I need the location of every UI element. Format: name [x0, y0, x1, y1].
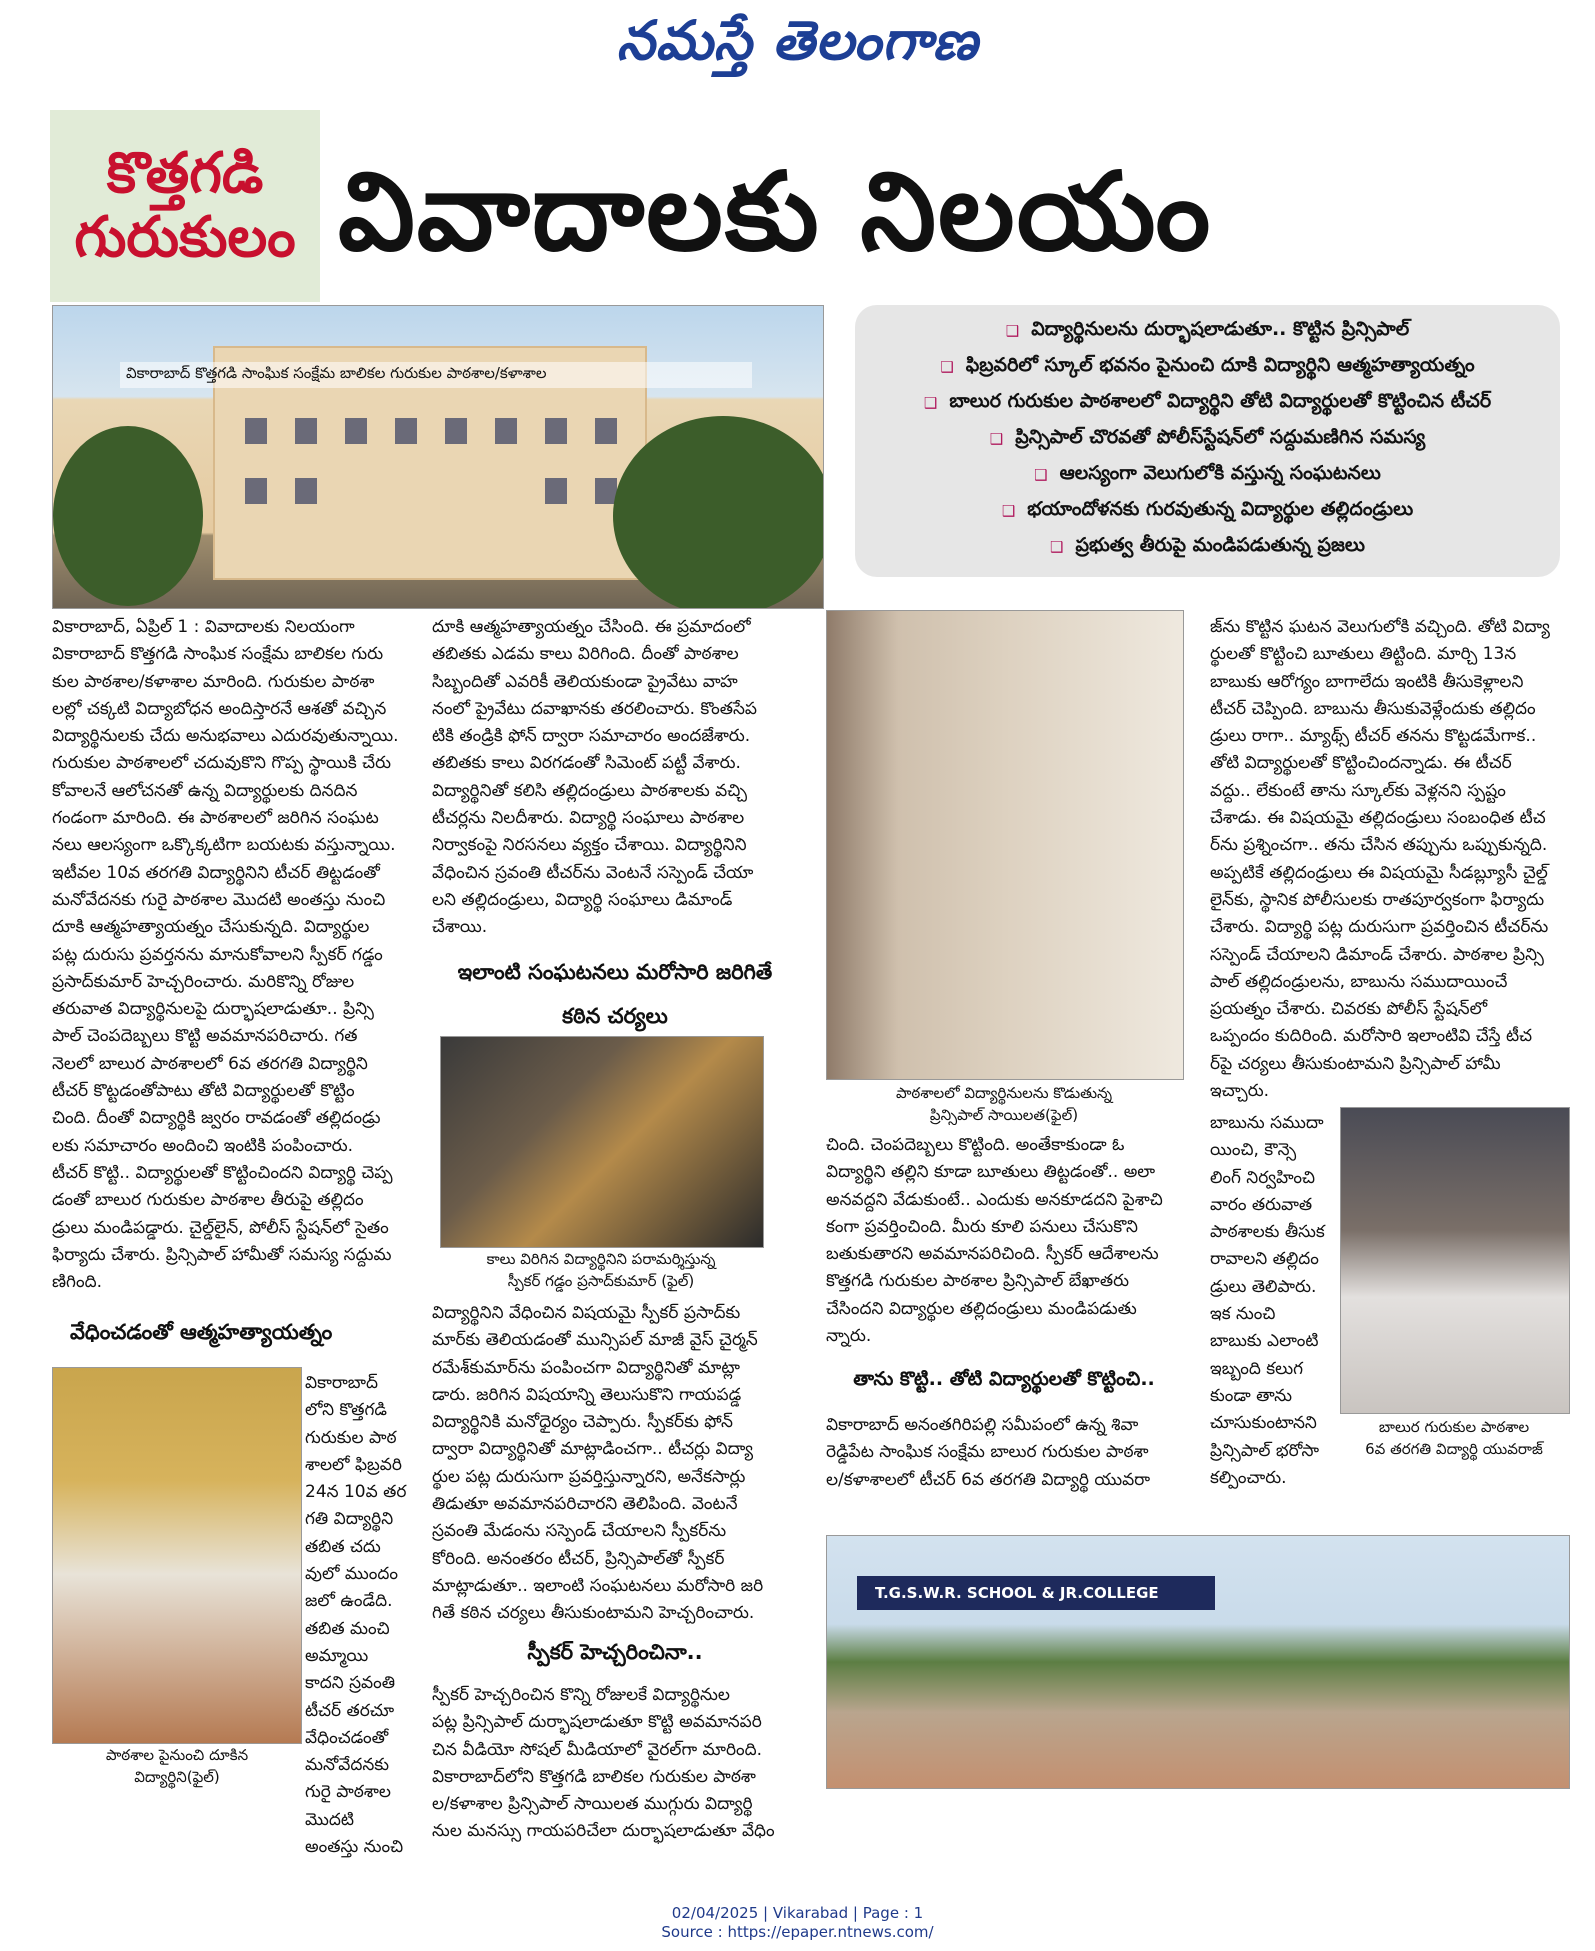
text-line: చేశాయి. — [432, 917, 488, 938]
text-line: డ్రులు తెలిపారు. — [1210, 1276, 1317, 1297]
text-line: స్రవంతి మేడంను సస్పెండ్ చేయాలని స్పీకర్‌ను — [432, 1521, 727, 1542]
text-line: గండంగా మారింది. ఈ పాఠశాలలో జరిగిన సంఘట — [52, 808, 379, 829]
text-line: బతుకుతారని అవమానపరిచింది. స్పీకర్ ఆదేశాలను — [826, 1244, 1159, 1265]
text-line: విద్యార్థిని తల్లిని కూడా బూతులు తిట్టడంతో.. అలా — [826, 1162, 1156, 1183]
text-line: టీచర్లను నిలదీశారు. విద్యార్థి సంఘాలు పాఠశాల — [432, 808, 745, 829]
text-line: విద్యార్థినితో కలిసి తల్లిదండ్రులు పాఠశాలకు వచ్చి — [432, 780, 748, 801]
column-3-text-continued — [826, 1412, 1182, 1494]
text-line: కంగా ప్రవర్తించింది. మీరు కూలి పనులు చేసుకొని — [826, 1216, 1138, 1237]
text-line: అమ్మాయి — [305, 1645, 369, 1666]
text-line: వులో ముందం — [305, 1564, 398, 1585]
text-line: నిర్వాకంపై నిరసనలు వ్యక్తం చేశాయి. విద్యార్థినిని — [432, 835, 747, 856]
footer-date-line: 02/04/2025 | Vikarabad | Page : 1 — [671, 1904, 924, 1922]
text-line: ర్‌ను ప్రశ్నించగా.. తను చేసిన తప్పును ఒప్పుకున్నది. — [1210, 835, 1548, 856]
text-line: స్పీకర్ హెచ్చరించిన కొన్ని రోజులకే విద్యార్థినుల — [432, 1685, 730, 1705]
text-line: టికి తండ్రికి ఫోన్ ద్వారా సమాచారం అందజేశారు. — [432, 726, 751, 747]
girl-photo-caption: పాఠశాల పైనుంచి దూకిన విద్యార్థిని(ఫైల్) — [105, 1746, 249, 1786]
text-line: ఇచ్చారు. — [1210, 1081, 1270, 1102]
highlight-item: ❑ భయాందోళనకు గురవుతున్న విద్యార్థుల తల్లిదండ్రులు — [1001, 497, 1414, 520]
text-line: ద్వారా విద్యార్థినితో మాట్లాడించగా.. టీచర్లు విద్యా — [432, 1439, 754, 1460]
text-line: తబితకు ఎడమ కాలు విరిగింది. దీంతో పాఠశాల — [432, 644, 739, 665]
text-line: లోని కొత్తగడి — [305, 1400, 387, 1421]
text-line: రెడ్డిపేట సాంఘిక సంక్షేమ బాలుర గురుకుల పాఠశా — [826, 1442, 1149, 1463]
checkbox-bullet-icon: ❑ — [1050, 538, 1064, 556]
text-line: తబిత మంచి — [305, 1618, 390, 1639]
text-line: డ్రులు రాగా.. మ్యాథ్స్ టీచర్ తనను కొట్టడమేగాక.. — [1210, 726, 1537, 747]
text-line: ణిగింది. — [52, 1272, 102, 1293]
highlight-item: ❑ ఫిబ్రవరిలో స్కూల్ భవనం పైనుంచి దూకి విద్యార్థిని ఆత్మహత్యాయత్నం — [940, 353, 1475, 376]
text-line: తోటి విద్యార్థులతో కొట్టించిందన్నాడు. ఈ టీచర్ — [1210, 753, 1512, 774]
text-line: ఒప్పందం కుదిరింది. మరోసారి ఇలాంటివి చేస్తే టీచ — [1210, 1026, 1533, 1047]
checkbox-bullet-icon: ❑ — [1001, 502, 1016, 520]
text-line: అప్పటికే తల్లిదండ్రులు ఈ విషయమై సీడబ్ల్యూసీ చైల్డ్ — [1210, 862, 1548, 883]
text-line: తబితకు కాలు విరగడంతో సిమెంట్ పట్టీ వేశారు. — [432, 753, 741, 774]
column-3-text — [826, 1132, 1182, 1350]
highlight-item: ❑ విద్యార్థినులను దుర్భాషలాడుతూ.. కొట్టిన ప్రిన్సిపాల్ — [1005, 317, 1410, 340]
text-line: బాబును సముదా — [1210, 1113, 1324, 1133]
text-line: ప్రయత్నం చేశారు. చివరకు పోలీస్ స్టేషన్‌లో — [1210, 999, 1488, 1020]
text-line: వికారాబాద్ కొత్తగడి సాంఘిక సంక్షేమ బాలికల గురు — [52, 644, 384, 665]
text-line: తిడుతూ అవమానపరిచారని తెలిపింది. వెంటనే — [432, 1494, 738, 1515]
text-line: లని తల్లిదండ్రులు, విద్యార్థి సంఘాలు డిమాండ్ — [432, 889, 733, 910]
text-line: చిన వీడియో సోషల్ మీడియాలో వైరల్‌గా మారింది. — [432, 1739, 763, 1760]
headline: వివాదాలకు నిలయం — [338, 150, 1213, 275]
text-line: మొదటి — [305, 1809, 354, 1830]
school-name-board: T.G.S.W.R. SCHOOL & JR.COLLEGE — [857, 1576, 1215, 1610]
text-line: వికారాబాద్ — [305, 1373, 378, 1393]
school-gate-photo — [826, 1535, 1570, 1789]
text-line: పాల్ చెంపదెబ్బలు కొట్టి అవమానపరిచారు. గత — [52, 1026, 358, 1047]
text-line: కొత్తగడి గురుకుల పాఠశాల ప్రిన్సిపాల్ బేఖాతరు — [826, 1271, 1130, 1292]
text-line: పట్ల దురుసు ప్రవర్తనను మానుకోవాలని స్పీకర్ గడ్డం — [52, 944, 383, 965]
text-line: ప్రిన్సిపాల్ భరోసా — [1210, 1440, 1320, 1461]
text-line: లింగ్ నిర్వహించి — [1210, 1167, 1316, 1188]
text-line: డారు. జరిగిన విషయాన్ని తెలుసుకొని గాయపడ్డ — [432, 1384, 742, 1405]
masthead: నమస్తే తెలంగాణ — [616, 8, 979, 72]
kicker-line-1: కొత్తగడి — [106, 140, 264, 206]
text-line: ర్థుల పట్ల దురుసుగా ప్రవర్తిస్తున్నారని, అనేకసార్లు — [432, 1466, 746, 1487]
text-line: దూకి ఆత్మహత్యాయత్నం చేసింది. ఈ ప్రమాదంలో — [432, 617, 751, 637]
text-line: మనోవేదనకు గురై పాఠశాల మొదటి అంతస్తు నుంచి — [52, 889, 386, 910]
text-line: నంలో ప్రైవేటు దవాఖానకు తరలించారు. కొంతసేప — [432, 698, 757, 719]
principal-incident-photo — [826, 610, 1184, 1080]
text-line: ఇక నుంచి — [1210, 1304, 1276, 1325]
text-line: చింది. దీంతో విద్యార్థికి జ్వరం రావడంతో తల్లిదండ్రు — [52, 1108, 381, 1129]
text-line: పాల్ తల్లిదండ్రులను, బాబును సముదాయించే — [1210, 971, 1508, 992]
column-2-text-continued — [432, 1300, 798, 1628]
text-line: ల/కళాశాల ప్రిన్సిపాల్ సాయిలత ముగ్గురు విద్యార్థి — [432, 1794, 753, 1815]
text-line: డంతో బాలుర గురుకుల పాఠశాల తీరుపై తల్లిదం — [52, 1190, 364, 1211]
text-line: అనవద్దని వేడుకుంటే.. ఎందుకు అనకూడదని పైశాచి — [826, 1189, 1163, 1210]
kicker-line-2: గురుకులం — [74, 205, 296, 270]
text-line: న్నారు. — [826, 1326, 872, 1347]
text-line: విద్యార్థినిని వేధించిన విషయమై స్పీకర్ ప్రసాద్‌కు — [432, 1303, 741, 1323]
text-line: చేశాడు. ఈ విషయమై తల్లిదండ్రులు సంబంధిత టీచ — [1210, 808, 1546, 829]
text-line: మనోవేదనకు — [305, 1755, 390, 1776]
text-line: గురుకుల పాఠ — [305, 1427, 397, 1448]
text-line: చూసుకుంటానని — [1210, 1413, 1317, 1434]
text-line: వేధించడంతో — [305, 1727, 389, 1748]
text-line: లకు సమాచారం అందించి ఇంటికి పంపించారు. — [52, 1135, 353, 1156]
checkbox-bullet-icon: ❑ — [940, 358, 954, 376]
text-line: వారం తరువాత — [1210, 1194, 1313, 1215]
highlight-item: ❑ బాలుర గురుకుల పాఠశాలలో విద్యార్థిని తోటి విద్యార్థులతో కొట్టించిన టీచర్ — [923, 389, 1492, 412]
subhead-strict-action: ఇలాంటి సంఘటనలు మరోసారి జరిగితే కఠిన చర్యలు — [457, 960, 773, 1028]
text-line: బాబుకు ఎలాంటి — [1210, 1331, 1319, 1352]
text-line: అంతస్తు నుంచి — [305, 1837, 404, 1858]
speaker-photo-caption: కాలు విరిగిన విద్యార్థినిని పరామర్శిస్తున్న స్పీకర్ గడ్డం ప్రసాద్‌కుమార్ (ఫైల్) — [486, 1250, 716, 1290]
text-line: మార్‌కు తెలియడంతో మున్సిపల్ మాజీ వైస్ చైర్మన్ — [432, 1330, 758, 1351]
footer-source-line: Source : https://epaper.ntnews.com/ — [661, 1923, 934, 1941]
text-line: బాబుకు ఆరోగ్యం బాగాలేదు ఇంటికి తీసుకెళ్లాలని — [1210, 671, 1524, 692]
column-1-text — [52, 614, 412, 1296]
text-line: టీచర్ కొట్టడంతోపాటు తోటి విద్యార్థులతో కొట్టిం — [52, 1081, 355, 1102]
highlight-item: ❑ ఆలస్యంగా వెలుగులోకి వస్తున్న సంఘటనలు — [1034, 461, 1381, 484]
kicker-box — [50, 110, 320, 302]
text-line: జలో ఉండేది. — [305, 1591, 393, 1612]
text-line: కోవాలనే ఆలోచనతో ఉన్న విద్యార్థులకు దినదిన — [52, 780, 358, 801]
text-line: ర్థులతో కొట్టించి బూతులు తిట్టింది. మార్చి 13న — [1210, 644, 1517, 665]
highlights-box — [855, 305, 1560, 577]
student-boy-photo — [1340, 1107, 1570, 1414]
checkbox-bullet-icon: ❑ — [1005, 322, 1020, 340]
text-line: విద్యార్థినికి మనోధైర్యం చెప్పారు. స్పీకర్‌కు ఫోన్ — [432, 1412, 733, 1433]
text-line: పట్ల ప్రిన్సిపాల్ దుర్భాషలాడుతూ కొట్టి అవమానపరి — [432, 1712, 762, 1733]
text-line: కుండా తాను — [1210, 1385, 1292, 1406]
text-line: ఫిర్యాదు చేశారు. ప్రిన్సిపాల్ హామీతో సమస్య సద్దుమ — [52, 1244, 392, 1265]
column-1-side-text — [305, 1370, 413, 1861]
highlight-item: ❑ ప్రభుత్వ తీరుపై మండిపడుతున్న ప్రజలు — [1050, 533, 1365, 556]
text-line: వేధించిన స్రవంతి టీచర్‌ను వెంటనే సస్పెండ్ చేయా — [432, 862, 754, 883]
text-line: వద్దు.. లేకుంటే తాను స్కూల్‌కు వెళ్లనని స్పష్టం — [1210, 780, 1506, 801]
column-4-text — [1210, 614, 1568, 1105]
highlight-item: ❑ ప్రిన్సిపాల్ చొరవతో పోలీస్‌స్టేషన్‌లో సద్దుమణిగిన సమస్య — [989, 425, 1426, 448]
checkbox-bullet-icon: ❑ — [1034, 466, 1048, 484]
text-line: తరువాత విద్యార్థినులపై దుర్భాషలాడుతూ.. ప్రిన్సి — [52, 999, 374, 1020]
speaker-visit-photo — [440, 1036, 764, 1248]
text-line: యించి, కౌన్సె — [1210, 1140, 1297, 1161]
text-line: టీచర్ కొట్టి.. విద్యార్థులతో కొట్టించిందని విద్యార్థి చెప్ప — [52, 1162, 393, 1183]
text-line: మాట్లాడుతూ.. ఇలాంటి సంఘటనలు మరోసారి జరి — [432, 1575, 764, 1596]
student-girl-photo — [52, 1367, 302, 1744]
text-line: కల్పించారు. — [1210, 1467, 1287, 1488]
text-line: తబిత చదు — [305, 1536, 381, 1557]
text-line: గురుకుల పాఠశాలలో చదువుకొని గొప్ప స్థాయికి చేరు — [52, 753, 392, 774]
text-line: దూకి ఆత్మహత్యాయత్నం చేసుకున్నది. విద్యార్థుల — [52, 917, 370, 938]
text-line: కుల పాఠశాల/కళాశాల మారింది. గురుకుల పాఠశా — [52, 671, 375, 692]
text-line: కోరింది. అనంతరం టీచర్, ప్రిన్సిపాల్‌తో స్పీకర్ — [432, 1548, 725, 1569]
text-line: నలు ఆలస్యంగా ఒక్కొక్కటిగా బయటకు వస్తున్నాయి. — [52, 835, 396, 856]
school-building-photo — [52, 305, 824, 609]
subhead-teacher-beat: తాను కొట్టి.. తోటి విద్యార్థులతో కొట్టించి.. — [853, 1368, 1155, 1390]
text-line: చేసిందని విద్యార్థుల తల్లిదండ్రులు మండిపడుతు — [826, 1298, 1137, 1319]
text-line: సిబ్బందితో ఎవరికీ తెలియకుండా ప్రైవేటు వాహ — [432, 671, 738, 692]
text-line: నెలలో బాలుర పాఠశాలలో 6వ తరగతి విద్యార్థిని — [52, 1053, 368, 1074]
text-line: గితే కఠిన చర్యలు తీసుకుంటామని హెచ్చరించారు. — [432, 1603, 755, 1624]
text-line: డ్రులు మండిపడ్డారు. చైల్డ్‌లైన్, పోలీస్ స్టేషన్‌లో సైతం — [52, 1217, 389, 1238]
text-line: సస్పెండ్ చేయాలని డిమాండ్ చేశారు. పాఠశాల ప్రిన్సి — [1210, 944, 1544, 965]
text-line: వికారాబాద్ అనంతగిరిపల్లి సమీపంలో ఉన్న శివా — [826, 1415, 1139, 1435]
text-line: చింది. చెంపదెబ్బలు కొట్టింది. అంతేకాకుండా ఓ — [826, 1135, 1125, 1155]
text-line: లల్లో చక్కటి విద్యాబోధన అందిస్తారనే ఆశతో వచ్చిన — [52, 698, 387, 719]
text-line: రమేశ్‌కుమార్‌ను పంపించగా విద్యార్థినితో మాట్లా — [432, 1357, 740, 1378]
text-line: వికారాబాద్‌లోని కొత్తగడి బాలికల గురుకుల పాఠశా — [432, 1766, 756, 1787]
school-building-caption: వికారాబాద్ కొత్తగడి సాంఘిక సంక్షేమ బాలికల గురుకుల పాఠశాల/కళాశాల — [120, 362, 752, 388]
text-line: ఇటీవల 10వ తరగతి విద్యార్థినిని టీచర్ తిట్టడంతో — [52, 862, 380, 883]
subhead-speaker-warning: స్పీకర్ హెచ్చరించినా.. — [527, 1640, 703, 1664]
text-line: నుల మనస్సు గాయపరిచేలా దుర్భాషలాడుతూ వేధిం — [432, 1821, 775, 1842]
text-line: విద్యార్థినులకు చేదు అనుభవాలు ఎదురవుతున్నాయి. — [52, 726, 399, 747]
column-2-text-final — [432, 1682, 798, 1846]
text-line: టీచర్ చెప్పింది. బాబును తీసుకువెళ్లేందుకు తల్లిదం — [1210, 698, 1536, 719]
text-line: రావాలని తల్లిదం — [1210, 1249, 1319, 1270]
text-line: లైన్‌కు, స్థానిక పోలీసులకు రాతపూర్వకంగా ఫిర్యాదు — [1210, 889, 1545, 910]
text-line: పాఠశాలకు తీసుక — [1210, 1222, 1325, 1243]
text-line: గురై పాఠశాల — [305, 1782, 391, 1803]
text-line: ల/కళాశాలలో టీచర్ 6వ తరగతి విద్యార్థి యువరా — [826, 1469, 1151, 1490]
text-line: 24న 10వ తర — [305, 1482, 407, 1503]
text-line: ప్రసాద్‌కుమార్ హెచ్చరించారు. మరికొన్ని రోజుల — [52, 971, 355, 992]
principal-photo-caption: పాఠశాలలో విద్యార్థినులను కొడుతున్న ప్రిన్సిపాల్ సాయిలత(ఫైల్) — [895, 1084, 1113, 1124]
text-line: కాదని స్రవంతి — [305, 1673, 396, 1694]
text-line: వికారాబాద్, ఏప్రిల్ 1 : వివాదాలకు నిలయంగా — [52, 617, 355, 637]
text-line: శాలలో ఫిబ్రవరి — [305, 1454, 402, 1475]
text-line: ఇబ్బంది కలుగ — [1210, 1358, 1304, 1379]
text-line: చేశారు. విద్యార్థి పట్ల దురుసుగా ప్రవర్తించిన టీచర్‌ను — [1210, 917, 1549, 938]
page-footer — [0, 1904, 1595, 1942]
text-line: టీచర్ తరచూ — [305, 1700, 395, 1721]
column-4-side-text — [1210, 1110, 1335, 1492]
boy-photo-caption: బాలుర గురుకుల పాఠశాల 6వ తరగతి విద్యార్థి యువరాజ్ — [1365, 1418, 1543, 1458]
checkbox-bullet-icon: ❑ — [923, 394, 938, 412]
text-line: గతి విద్యార్థిని — [305, 1509, 394, 1530]
text-line: ర్‌పై చర్యలు తీసుకుంటామని ప్రిన్సిపాల్ హామీ — [1210, 1053, 1501, 1074]
text-line: జ్‌ను కొట్టిన ఘటన వెలుగులోకి వచ్చింది. తోటి విద్యా — [1210, 617, 1550, 637]
column-2-text — [432, 614, 798, 942]
subhead-suicide-attempt: వేధించడంతో ఆత్మహత్యాయత్నం — [70, 1320, 333, 1344]
checkbox-bullet-icon: ❑ — [989, 430, 1004, 448]
